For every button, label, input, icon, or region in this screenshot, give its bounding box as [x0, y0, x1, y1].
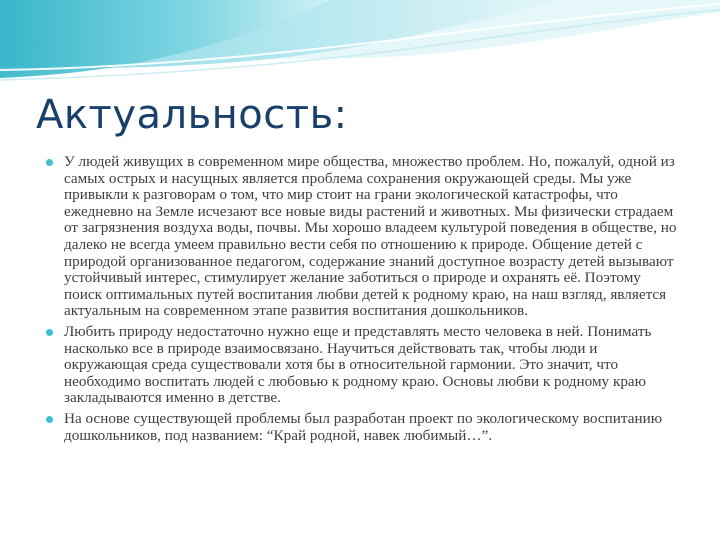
bullet-list	[46, 154, 682, 448]
bullet-item	[46, 324, 682, 407]
bullet-text: Любить природу недостаточно нужно еще и представлять место человека в ней. Понимать насколько все в природе взаимосвязано. Научиться действовать так, чтобы люди и окружающая среда существовали хотя бы в относительной гармонии. Это значит, что необходимо воспитать людей с любовью к родному краю. Основы любви к родному краю закладываются именно в детстве.	[64, 322, 652, 407]
bullet-item	[46, 154, 682, 320]
bullet-dot-icon	[46, 416, 53, 423]
bullet-dot-icon	[46, 329, 53, 336]
bullet-text: У людей живущих в современном мире общества, множество проблем. Но, пожалуй, одной из самых острых и насущных является проблема сохранения окружающей среды. Мы уже привыкли к разговорам о том, что мир стоит на грани экологической катастрофы, что ежедневно на Земле исчезают все новые виды растений и животных. Мы физически страдаем от загрязнения воздуха воды, почвы. Мы хорошо владеем культурой поведения в обществе, но далеко не всегда умеем правильно вести себя по отношению к природе. Общение детей с природой организованное педагогом, содержание знаний доступное возрасту детей вызывают устойчивый интерес, стимулирует желание заботиться о природе и охранять её. Поэтому поиск оптимальных путей воспитания любви детей к родному краю, на наш взгляд, является актуальным на современном этапе развития воспитания дошкольников.	[64, 153, 677, 320]
bullet-dot-icon	[46, 159, 53, 166]
bullet-item	[46, 411, 682, 444]
slide-title: Актуальность:	[36, 92, 348, 138]
bullet-text: На основе существующей проблемы был разработан проект по экологическому воспитанию дошкольников, под названием: “Край родной, навек любимый…”.	[64, 409, 663, 444]
decorative-wave-header	[0, 0, 720, 90]
